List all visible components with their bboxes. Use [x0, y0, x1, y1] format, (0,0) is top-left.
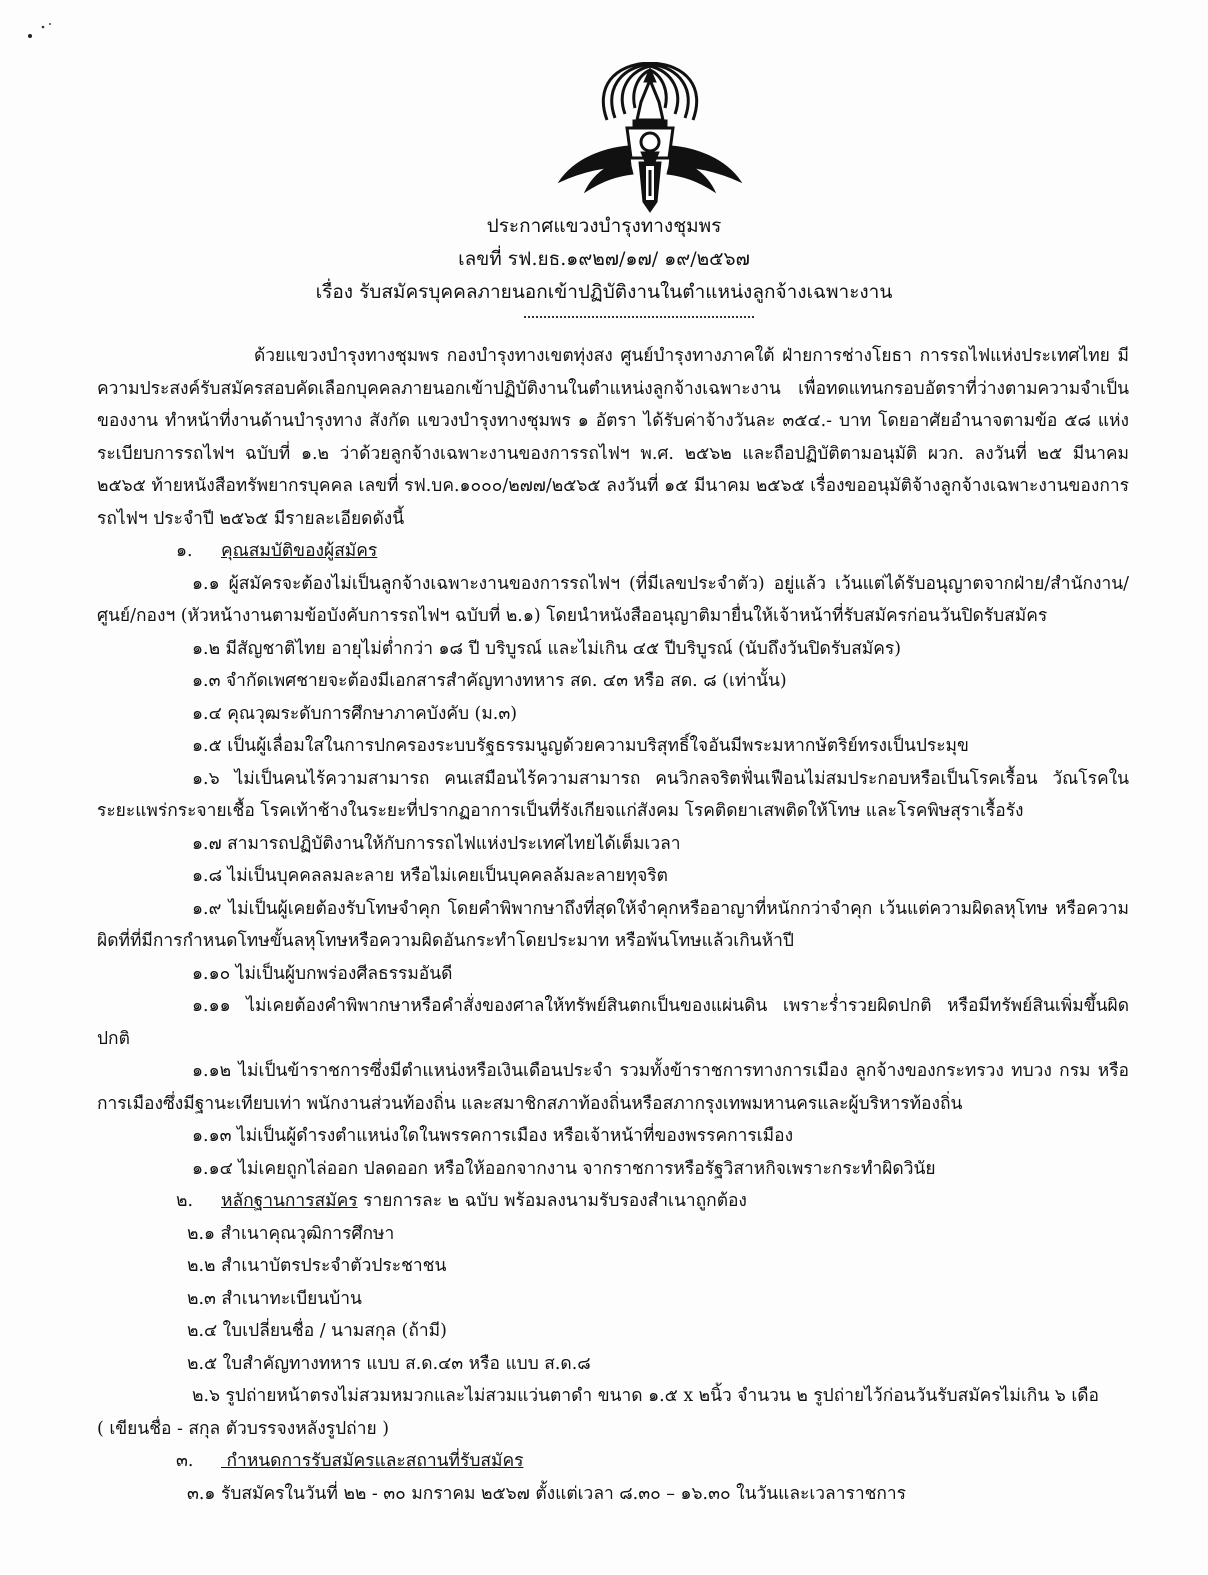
- section-number: ๑.: [176, 541, 193, 561]
- photo-note: ( เขียนชื่อ - สกุล ตัวบรรจงหลังรูปถ่าย ): [97, 1418, 389, 1439]
- list-item: ๑.๕ เป็นผู้เลื่อมใสในการปกครองระบบรัฐธรรมนูญด้วยความบริสุทธิ์ใจอันมีพระมหากษัตริย์ทรงเป็นประมุข: [192, 736, 969, 756]
- section-title: กำหนดการรับสมัครและสถานที่รับสมัคร: [221, 1451, 524, 1471]
- list-item: ๒.๑ สำเนาคุณวุฒิการศึกษา: [187, 1223, 395, 1244]
- list-item: ๒.๕ ใบสำคัญทางทหาร แบบ ส.ด.๔๓ หรือ แบบ ส.ด.๘: [187, 1353, 591, 1374]
- list-item: ๑.๒ มีสัญชาติไทย อายุไม่ต่ำกว่า ๑๘ ปี บริบูรณ์ และไม่เกิน ๔๕ ปีบริบูรณ์ (นับถึงวันปิดรับสมัคร): [192, 638, 902, 659]
- announcement-title: ประกาศแขวงบำรุงทางชุมพร: [486, 215, 722, 237]
- section-3-heading: [176, 1445, 1129, 1478]
- list-item: ๑.๙ ไม่เป็นผู้เคยต้องรับโทษจำคุก โดยคำพิพากษาถึงที่สุดให้จำคุกหรืออาญาที่หนักกว่าจำคุก เว้นแต่ความผิดลหุโทษ หรือความผิดที่ที่มีการกำหนดโทษขั้นลหุโทษหรือความผิดอันกระทำโดยประมาท หรือพ้นโทษแล้วเกินห้าปี: [97, 898, 1129, 951]
- list-item: ๑.๑๔ ไม่เคยถูกไล่ออก ปลดออก หรือให้ออกจากงาน จากราชการหรือรัฐวิสาหกิจเพราะกระทำผิดวินัย: [192, 1158, 936, 1179]
- list-item: ๑.๑๑ ไม่เคยต้องคำพิพากษาหรือคำสั่งของศาลให้ทรัพย์สินตกเป็นของแผ่นดิน เพราะร่ำรวยผิดปกติ หรือมีทรัพย์สินเพิ่มขึ้นผิดปกติ: [97, 996, 1129, 1049]
- document-body: [97, 340, 1129, 1510]
- state-railway-emblem: [555, 62, 745, 214]
- section-number: ๓.: [176, 1451, 194, 1471]
- list-item: ๑.๔ คุณวุฒระดับการศึกษาภาคบังคับ (ม.๓): [192, 703, 517, 724]
- list-item: ๑.๑ ผู้สมัครจะต้องไม่เป็นลูกจ้างเฉพาะงานของการรถไฟฯ (ที่มีเลขประจำตัว) อยู่แล้ว เว้นแต่ได้รับอนุญาตจากฝ่าย/สำนักงาน/ศูนย์/กองฯ (หัวหน้างานตามข้อบังคับการรถไฟฯ ฉบับที่ ๒.๑) โดยนำหนังสืออนุญาติมายื่นให้เจ้าหน้าที่รับสมัครก่อนวันปิดรับสมัคร: [97, 573, 1129, 626]
- announcement-subject: เรื่อง รับสมัครบุคคลภายนอกเข้าปฏิบัติงานในตำแหน่งลูกจ้างเฉพาะงาน: [315, 281, 893, 303]
- announcement-number: เลขที่ รฟ.ยธ.๑๙๒๗/๑๗/ ๑๙/๒๕๖๗: [458, 248, 750, 270]
- list-item: ๑.๑๓ ไม่เป็นผู้ดำรงตำแหน่งใดในพรรคการเมือง หรือเจ้าหน้าที่ของพรรคการเมือง: [192, 1126, 794, 1146]
- list-item: ๒.๒ สำเนาบัตรประจำตัวประชาชน: [187, 1256, 447, 1276]
- list-item: ๒.๓ สำเนาทะเบียนบ้าน: [187, 1288, 362, 1309]
- dotted-separator: [524, 316, 754, 318]
- list-item: ๑.๖ ไม่เป็นคนไร้ความสามารถ คนเสมือนไร้ความสามารถ คนวิกลจริตฟั่นเฟือนไม่สมประกอบหรือเป็นโรคเรื้อน วัณโรคในระยะแพร่กระจายเชื้อ โรคเท้าช้างในระยะที่ปรากฏอาการเป็นที่รังเกียจแก่สังคม โรคติดยาเสพติดให้โทษ และโรคพิษสุราเรื้อรัง: [97, 768, 1129, 821]
- list-item: ๑.๑๐ ไม่เป็นผู้บกพร่องศีลธรรมอันดี: [192, 963, 453, 984]
- intro-paragraph: ด้วยแขวงบำรุงทางชุมพร กองบำรุงทางเขตทุ่งสง ศูนย์บำรุงทางภาคใต้ ฝ่ายการช่างโยธา การรถไฟแห่งประเทศไทย มีความประสงค์รับสมัครสอบคัดเลือกบุคคลภายนอกเข้าปฏิบัติงานในตำแหน่งลูกจ้างเฉพาะงาน เพื่อทดแทนกรอบอัตราที่ว่างตามความจำเป็นของงาน ทำหน้าที่งานด้านบำรุงทาง สังกัด แขวงบำรุงทางชุมพร ๑ อัตรา ได้รับค่าจ้างวันละ ๓๕๔.- บาท โดยอาศัยอำนาจตามข้อ ๕๘ แห่งระเบียบการรถไฟฯ ฉบับที่ ๑.๒ ว่าด้วยลูกจ้างเฉพาะงานของการรถไฟฯ พ.ศ. ๒๕๖๒ และถือปฏิบัติตามอนุมัติ ผวก. ลงวันที่ ๒๕ มีนาคม ๒๕๖๕ ท้ายหนังสือทรัพยากรบุคคล เลขที่ รฟ.บค.๑๐๐๐/๒๗๗/๒๕๖๕ ลงวันที่ ๑๕ มีนาคม ๒๕๖๕ เรื่องขออนุมัติจ้างลูกจ้างเฉพาะงานของการรถไฟฯ ประจำปี ๒๕๖๕ มีรายละเอียดดังนี้: [97, 346, 1129, 529]
- scan-specks: [26, 18, 66, 48]
- section-title: หลักฐานการสมัคร: [221, 1191, 358, 1211]
- section-2-heading: [176, 1185, 1129, 1218]
- list-item: ๑.๗ สามารถปฏิบัติงานให้กับการรถไฟแห่งประเทศไทยได้เต็มเวลา: [192, 833, 681, 854]
- list-item: ๑.๘ ไม่เป็นบุคคลลมละลาย หรือไม่เคยเป็นบุคคลล้มละลายทุจริต: [192, 866, 668, 886]
- list-item: ๑.๑๒ ไม่เป็นข้าราชการซึ่งมีตำแหน่งหรือเงินเดือนประจำ รวมทั้งข้าราชการทางการเมือง ลูกจ้างของกระทรวง ทบวง กรม หรือ การเมืองซึ่งมีฐานะเทียบเท่า พนักงานส่วนท้องถิ่น และสมาชิกสภาท้องถิ่นหรือสภากรุงเทพมหานครและผู้บริหารท้องถิ่น: [97, 1061, 1129, 1114]
- section-1-heading: [176, 535, 1129, 568]
- section-number: ๒.: [176, 1191, 193, 1211]
- list-item: ๓.๑ รับสมัครในวันที่ ๒๒ - ๓๐ มกราคม ๒๕๖๗ ตั้งแต่เวลา ๘.๓๐ – ๑๖.๓๐ ในวันและเวลาราชการ: [187, 1483, 907, 1504]
- section-subtitle: รายการละ ๒ ฉบับ พร้อมลงนามรับรองสำเนาถูกต้อง: [357, 1191, 747, 1211]
- list-item: ๑.๓ จำกัดเพศชายจะต้องมีเอกสารสำคัญทางทหาร สด. ๔๓ หรือ สด. ๘ (เท่านั้น): [192, 671, 787, 691]
- list-item: ๒.๔ ใบเปลี่ยนชื่อ / นามสกุล (ถ้ามี): [187, 1321, 447, 1341]
- section-title: คุณสมบัติของผู้สมัคร: [221, 541, 378, 561]
- list-item: ๒.๖ รูปถ่ายหน้าตรงไม่สวมหมวกและไม่สวมแว่นตาดำ ขนาด ๑.๕ x ๒นิ้ว จำนวน ๒ รูปถ่ายไว้ก่อนวันรับสมัครไม่เกิน ๖ เดือ: [192, 1386, 1099, 1406]
